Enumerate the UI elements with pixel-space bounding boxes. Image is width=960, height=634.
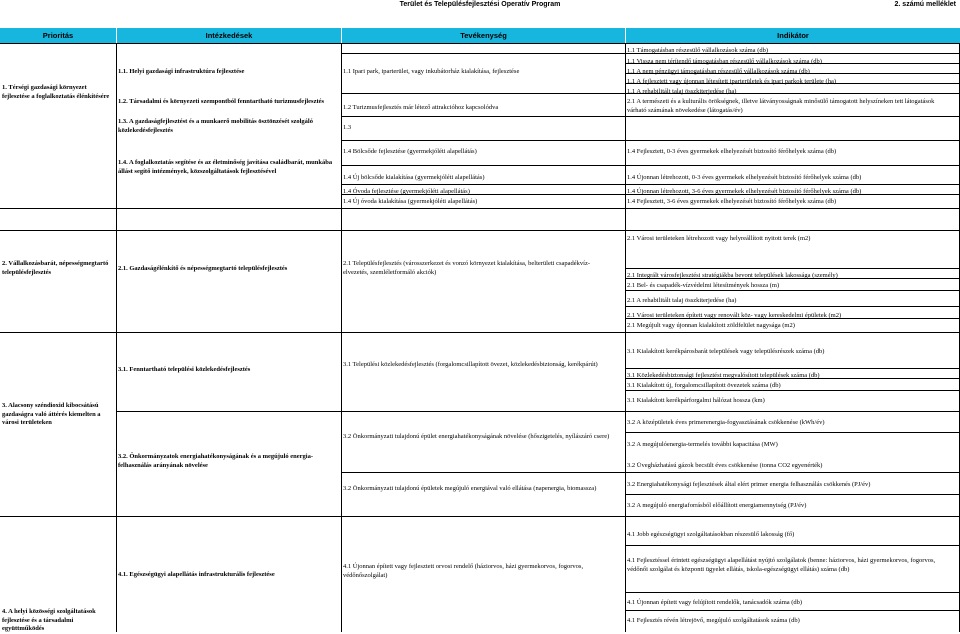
indicator-3-7: 3.2 Üvegházhatású gázok becsült éves csökkenése (tonna CO2 egyenérték) <box>627 462 823 469</box>
header-indicator: Indikátor <box>626 28 960 43</box>
priority-2-text: 2. Vállalkozásbarát, népességmegtartó településfejlesztés <box>2 260 109 276</box>
indicator-3-2: 3.1 Közlekedésbiztonsági fejlesztést megvalósított települések száma (db) <box>627 372 820 379</box>
activity-3-1: 3.1 Települési közlekedésfejlesztés (forgalomcsillapított övezet, közlekedésbiztonság, kerékpárút) <box>343 361 598 368</box>
activity-1-2: 1.2 Turizmusfejlesztés már létező attrakcióhoz kapcsolódva <box>343 104 499 111</box>
activity-1-3: 1.3 <box>343 124 352 131</box>
indicator-1-8: 1.4 Újonnan létrehozott, 0-3 éves gyermekek elhelyezését biztosító férőhelyek száma (db) <box>627 174 862 181</box>
activity-1-1: 1.1 Ipari park, iparterület, vagy inkubátorház kialakítása, fejlesztése <box>343 68 520 75</box>
activity-1-4d: 1.4 Új óvoda kialakítása (gyermekjóléti alapellátás) <box>343 198 478 205</box>
indicator-4-4: 4.1 Fejlesztés révén létrejövő, megújuló szolgáltatások száma (db) <box>627 617 800 624</box>
indicator-2-2: 2.1 Integrált városfejlesztési stratégiákba bevont települések lakossága (személy) <box>627 272 838 279</box>
intervention-4-1: 4.1. Egészségügyi alapellátás infrastrukturális fejlesztése <box>118 571 275 578</box>
indicator-2-1: 2.1 Városi területeken létrehozott vagy helyreállított nyitott terek (m2) <box>627 235 811 242</box>
indicator-1-10: 1.4 Fejlesztett, 3-6 éves gyermekek elhelyezését biztosító férőhelyek száma (db) <box>627 198 837 205</box>
indicator-2-6: 2.1 Megújult vagy újonnan kialakított zöldfelület nagysága (m2) <box>627 322 795 329</box>
intervention-1-2: 1.2. Társadalmi és környezeti szempontból fenntartható turizmusfejlesztés <box>118 98 325 105</box>
intervention-1-4: 1.4. A foglalkoztatás segítése és az életminőség javítása családbarát, munkába állást segítő intézmények, közszolgáltatások fejlesztésével <box>118 159 333 175</box>
indicator-1-2: 1.1 Vissza nem térítendő támogatásban részesülő vállalkozások száma (db) <box>627 58 822 65</box>
indicator-3-8: 3.2 Energiahatékonysági fejlesztések által elért primer energia felhasználás csökkenés (PJ/év) <box>627 481 871 488</box>
activity-3-3: 3.2 Önkormányzati tulajdonú épületek megújuló energiával való ellátása (napenergia, biomassza) <box>343 485 597 492</box>
indicator-4-1: 4.1 Jobb egészségügyi szolgáltatásokban részesülő lakosság (fő) <box>627 531 795 538</box>
indicator-1-7: 1.4 Fejlesztett, 0-3 éves gyermekek elhelyezését biztosító férőhelyek száma (db) <box>627 148 837 155</box>
document-header <box>0 0 960 28</box>
indicator-1-5: 1.1 A rehabilitált talaj összkiterjedése (ha) <box>627 88 737 95</box>
indicator-2-3: 2.1 Bel- és csapadék-vízvédelmi létesítmények hossza (m) <box>627 282 780 289</box>
indicator-2-4: 2.1 A rehabilitált talaj összkiterjedése (ha) <box>627 297 737 304</box>
intervention-1-3: 1.3. A gazdaságfejlesztést és a munkaerő mobilitás ösztönzését szolgáló közlekedésfejlesztés <box>118 118 313 134</box>
indicator-4-2: 4.1 Fejlesztéssel érintett egészségügyi alapellátást nyújtó szolgálatok (benne: háziorvos, házi gyermekorvos, fogorvos, védőnői szolgálat és központi ügyelet ellátás, iskola-egészségügyi ellátás) száma (db) <box>627 557 936 573</box>
intervention-2-1: 2.1. Gazdaságélénkítő és népességmegtartó településfejlesztés <box>118 265 288 272</box>
activity-4-1: 4.1 Újonnan épített vagy fejlesztett orvosi rendelő (háziorvos, házi gyermekorvos, fogorvos, védőnőszolgálat) <box>343 563 584 579</box>
intervention-1-1: 1.1. Helyi gazdasági infrastruktúra fejlesztése <box>118 68 245 75</box>
indicator-3-1: 3.1 Kialakított kerékpárosbarát települések vagy településrészek száma (db) <box>627 348 825 355</box>
indicator-1-1: 1.1 Támogatásban részesülő vállalkozások száma (db) <box>627 47 769 54</box>
activity-1-4c: 1.4 Óvoda fejlesztése (gyermekjóléti alapellátás) <box>343 188 470 195</box>
intervention-3-2: 3.2. Önkormányzatok energiahatékonyságának és a megújuló energia-felhasználás arányának növelése <box>118 453 313 469</box>
indicator-3-9: 3.2 A megújuló energiaforrásból előállított energiamennyiség (PJ/év) <box>627 502 807 509</box>
header-interventions: Intézkedések <box>117 28 341 43</box>
priority-1-text: 1. Térségi gazdasági környezet fejlesztése a foglalkoztatás élénkítésére <box>2 84 110 100</box>
activity-3-2: 3.2 Önkormányzati tulajdonú épület energiahatékonyságának növelése (hőszigetelés, nyílászáró csere) <box>343 433 610 440</box>
annex-label: 2. számú melléklet <box>894 1 956 8</box>
priority-3-text: 3. Alacsony széndioxid kibocsátású gazdaságra való áttérés kiemelten a városi területeken <box>2 402 101 427</box>
document-title: Terület és Településfejlesztési Operatív Program <box>399 1 561 8</box>
indicator-1-4: 1.1 A fejlesztett vagy újonnan létesített iparterületek és ipari parkok területe (ha) <box>627 78 837 85</box>
header-priority: Prioritás <box>0 28 116 43</box>
header-activity: Tevékenység <box>342 28 625 43</box>
indicator-4-3: 4.1 Újonnan épített vagy felújított rendelők, tanácsadók száma (db) <box>627 599 803 606</box>
indicator-3-4: 3.1 Kialakított kerékpárforgalmi hálózat hossza (km) <box>627 397 765 404</box>
activity-1-4b: 1.4 Új bölcsőde kialakítása (gyermekjóléti alapellátás) <box>343 174 485 181</box>
indicator-3-3: 3.1 Kialakított új, forgalomcsillapított övezetek száma (db) <box>627 382 781 389</box>
indicator-1-3: 1.1 A nem pénzügyi támogatásban részesülő vállalkozások száma (db) <box>627 68 810 75</box>
activity-2-1: 2.1 Településfejlesztés (városszerkezet és vonzó környezet kialakítása, belterületi csapadékvíz-elvezetés, szemléletformáló akciók) <box>343 260 591 276</box>
intervention-3-1: 3.1. Fenntartható települési közlekedésfejlesztés <box>118 366 251 373</box>
indicator-3-5: 3.2 A középületek éves primerenergia-fogyasztásának csökkenése (kWh/év) <box>627 419 825 426</box>
indicator-1-9: 1.4 Újonnan létrehozott, 3-6 éves gyermekek elhelyezését biztosító férőhelyek száma (db) <box>627 188 862 195</box>
indicator-2-5: 2.1 Városi területeken épített vagy renovált köz- vagy kereskedelmi épületek (m2) <box>627 312 842 319</box>
priority-4-text: 4. A helyi közösségi szolgáltatások fejlesztése és a társadalmi együttműködés <box>2 608 96 633</box>
activity-1-4a: 1.4 Bölcsőde fejlesztése (gyermekjóléti alapellátás) <box>343 148 477 155</box>
indicator-1-6: 2.1 A természeti és a kulturális örökségnek, illetve látványosságnak minősülő támogatott helyszíneken tett látogatások várható számának növekedése (látogatás/év) <box>627 98 935 114</box>
indicator-3-6: 3.2 A megújulóenergia-termelés további kapacitása (MW) <box>627 441 778 448</box>
